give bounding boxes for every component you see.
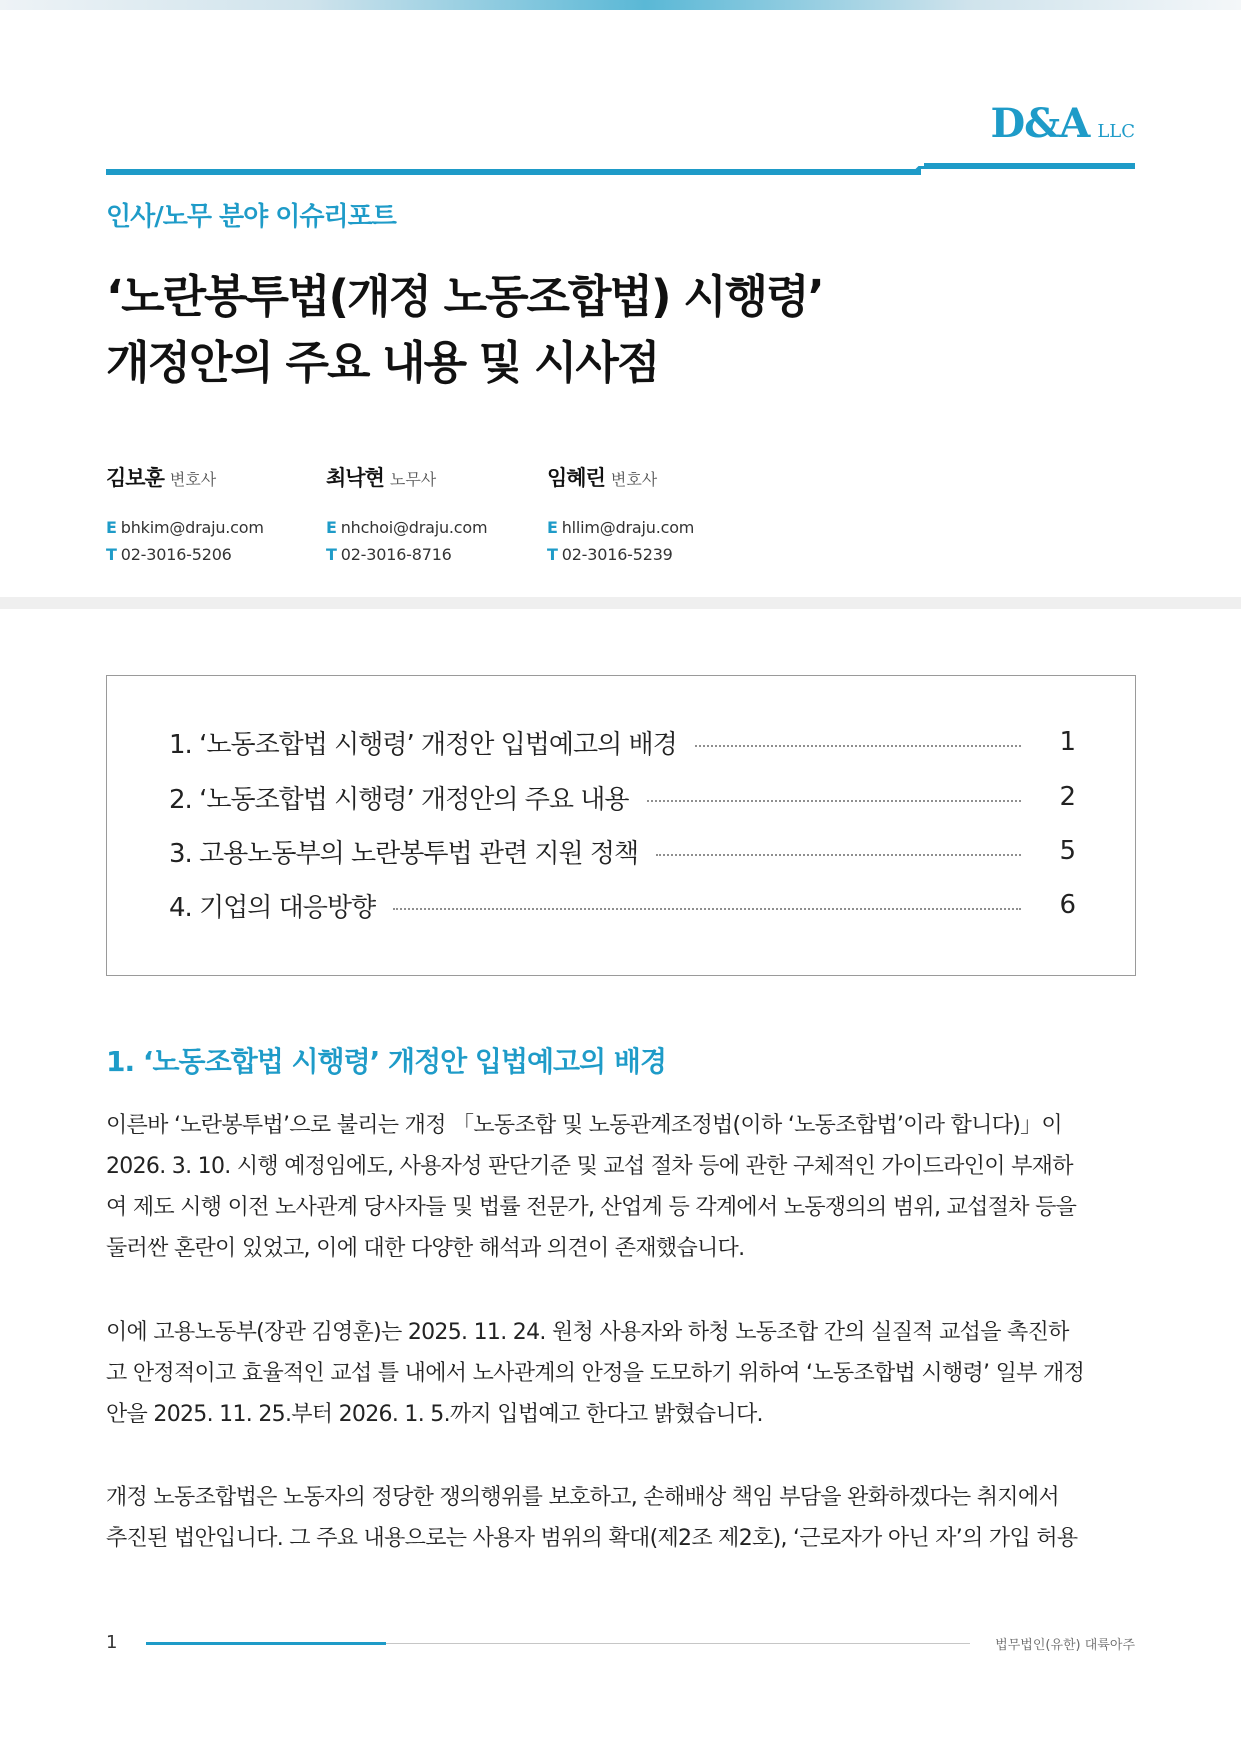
author-email[interactable] — [547, 514, 694, 541]
phone-label: T — [547, 545, 558, 564]
logo-sub-text: LLC — [1097, 121, 1135, 142]
email-value[interactable]: hllim@draju.com — [561, 518, 695, 537]
author-phone — [106, 541, 264, 568]
paragraph-line: 추진된 법안입니다. 그 주요 내용으로는 사용자 범위의 확대(제2조 제2호), ‘근로자가 아닌 자’의 가입 허용 — [106, 1526, 1078, 1551]
table-of-contents — [106, 675, 1136, 976]
body-paragraph — [106, 1105, 1136, 1269]
toc-item-title: 4. 기업의 대응방향 — [169, 892, 376, 923]
top-decorative-strip — [0, 0, 1241, 10]
report-category: 인사/노무 분야 이슈리포트 — [106, 202, 396, 232]
footer-rule-accent — [146, 1642, 386, 1645]
paragraph-line: 고 안정적이고 효율적인 교섭 틀 내에서 노사관계의 안정을 도모하기 위하여 ‘노동조합법 시행령’ 일부 개정 — [106, 1361, 1085, 1386]
author-name-row — [326, 462, 487, 492]
paragraph-line: 2026. 3. 10. 시행 예정임에도, 사용자성 판단기준 및 교섭 절차 등에 관한 구체적인 가이드라인이 부재하 — [106, 1154, 1073, 1179]
paragraph-line: 개정 노동조합법은 노동자의 정당한 쟁의행위를 보호하고, 손해배상 책임 부담을 완화하겠다는 취지에서 — [106, 1485, 1059, 1510]
toc-item[interactable] — [169, 831, 1075, 871]
author-name: 최낙현 — [326, 466, 384, 490]
paragraph-line: 이에 고용노동부(장관 김영훈)는 2025. 11. 24. 원청 사용자와 하청 노동조합 간의 실질적 교섭을 촉진하 — [106, 1320, 1069, 1345]
toc-item-title: 1. ‘노동조합법 시행령’ 개정안 입법예고의 배경 — [169, 729, 677, 760]
email-label: E — [106, 518, 117, 537]
phone-label: T — [326, 545, 337, 564]
report-title — [106, 264, 1136, 396]
body-paragraph — [106, 1312, 1136, 1435]
author-email[interactable] — [106, 514, 264, 541]
author-card — [326, 462, 487, 568]
section-divider-band — [0, 597, 1241, 609]
paragraph-line: 여 제도 시행 이전 노사관계 당사자들 및 법률 전문가, 산업계 등 각계에서 노동쟁의의 범위, 교섭절차 등을 — [106, 1195, 1077, 1220]
paragraph-line: 안을 2025. 11. 25.부터 2026. 1. 5.까지 입법예고 한다고 밝혔습니다. — [106, 1402, 763, 1427]
header-rule-left — [106, 169, 921, 175]
title-line-2: 개정안의 주요 내용 및 시사점 — [106, 336, 659, 389]
author-name: 김보훈 — [106, 466, 164, 490]
paragraph-line: 둘러싼 혼란이 있었고, 이에 대한 다양한 해석과 의견이 존재했습니다. — [106, 1236, 745, 1261]
paragraph-line: 이른바 ‘노란봉투법’으로 불리는 개정 「노동조합 및 노동관계조정법(이하 ‘노동조합법’이라 합니다)」이 — [106, 1113, 1062, 1138]
toc-item-page: 1 — [1059, 727, 1075, 757]
phone-value: 02-3016-8716 — [340, 545, 452, 564]
phone-value: 02-3016-5206 — [120, 545, 232, 564]
logo-main-text: D&A — [990, 100, 1090, 147]
toc-item-title: 2. ‘노동조합법 시행령’ 개정안의 주요 내용 — [169, 784, 629, 815]
author-role: 노무사 — [389, 470, 437, 489]
toc-item[interactable] — [169, 777, 1075, 817]
header-rule-right — [924, 163, 1135, 169]
author-role: 변호사 — [610, 470, 658, 489]
toc-item-title: 3. 고용노동부의 노란봉투법 관련 지원 정책 — [169, 838, 639, 869]
phone-label: T — [106, 545, 117, 564]
toc-item-page: 6 — [1059, 890, 1075, 920]
phone-value: 02-3016-5239 — [561, 545, 673, 564]
author-card — [106, 462, 264, 568]
footer-rule — [386, 1643, 970, 1644]
toc-item-page: 5 — [1059, 836, 1075, 866]
author-name-row — [547, 462, 694, 492]
author-email[interactable] — [326, 514, 487, 541]
toc-item[interactable] — [169, 885, 1075, 925]
email-label: E — [547, 518, 558, 537]
toc-dot-leader — [647, 800, 1021, 802]
email-value[interactable]: nhchoi@draju.com — [340, 518, 488, 537]
page-number: 1 — [106, 1632, 118, 1653]
toc-item-page: 2 — [1059, 782, 1075, 812]
email-label: E — [326, 518, 337, 537]
email-value[interactable]: bhkim@draju.com — [120, 518, 264, 537]
toc-dot-leader — [393, 908, 1021, 910]
firm-logo — [990, 100, 1135, 147]
toc-dot-leader — [695, 745, 1021, 747]
section-heading: 1. ‘노동조합법 시행령’ 개정안 입법예고의 배경 — [106, 1045, 666, 1078]
author-phone — [547, 541, 694, 568]
toc-item[interactable] — [169, 722, 1075, 762]
footer-firm-name: 법무법인(유한) 대륙아주 — [995, 1638, 1135, 1653]
author-card — [547, 462, 694, 568]
toc-dot-leader — [656, 854, 1021, 856]
body-paragraph — [106, 1477, 1136, 1559]
author-name: 임혜린 — [547, 466, 605, 490]
title-line-1: ‘노란봉투법(개정 노동조합법) 시행령’ — [106, 270, 823, 323]
author-phone — [326, 541, 487, 568]
author-name-row — [106, 462, 264, 492]
author-role: 변호사 — [169, 470, 217, 489]
